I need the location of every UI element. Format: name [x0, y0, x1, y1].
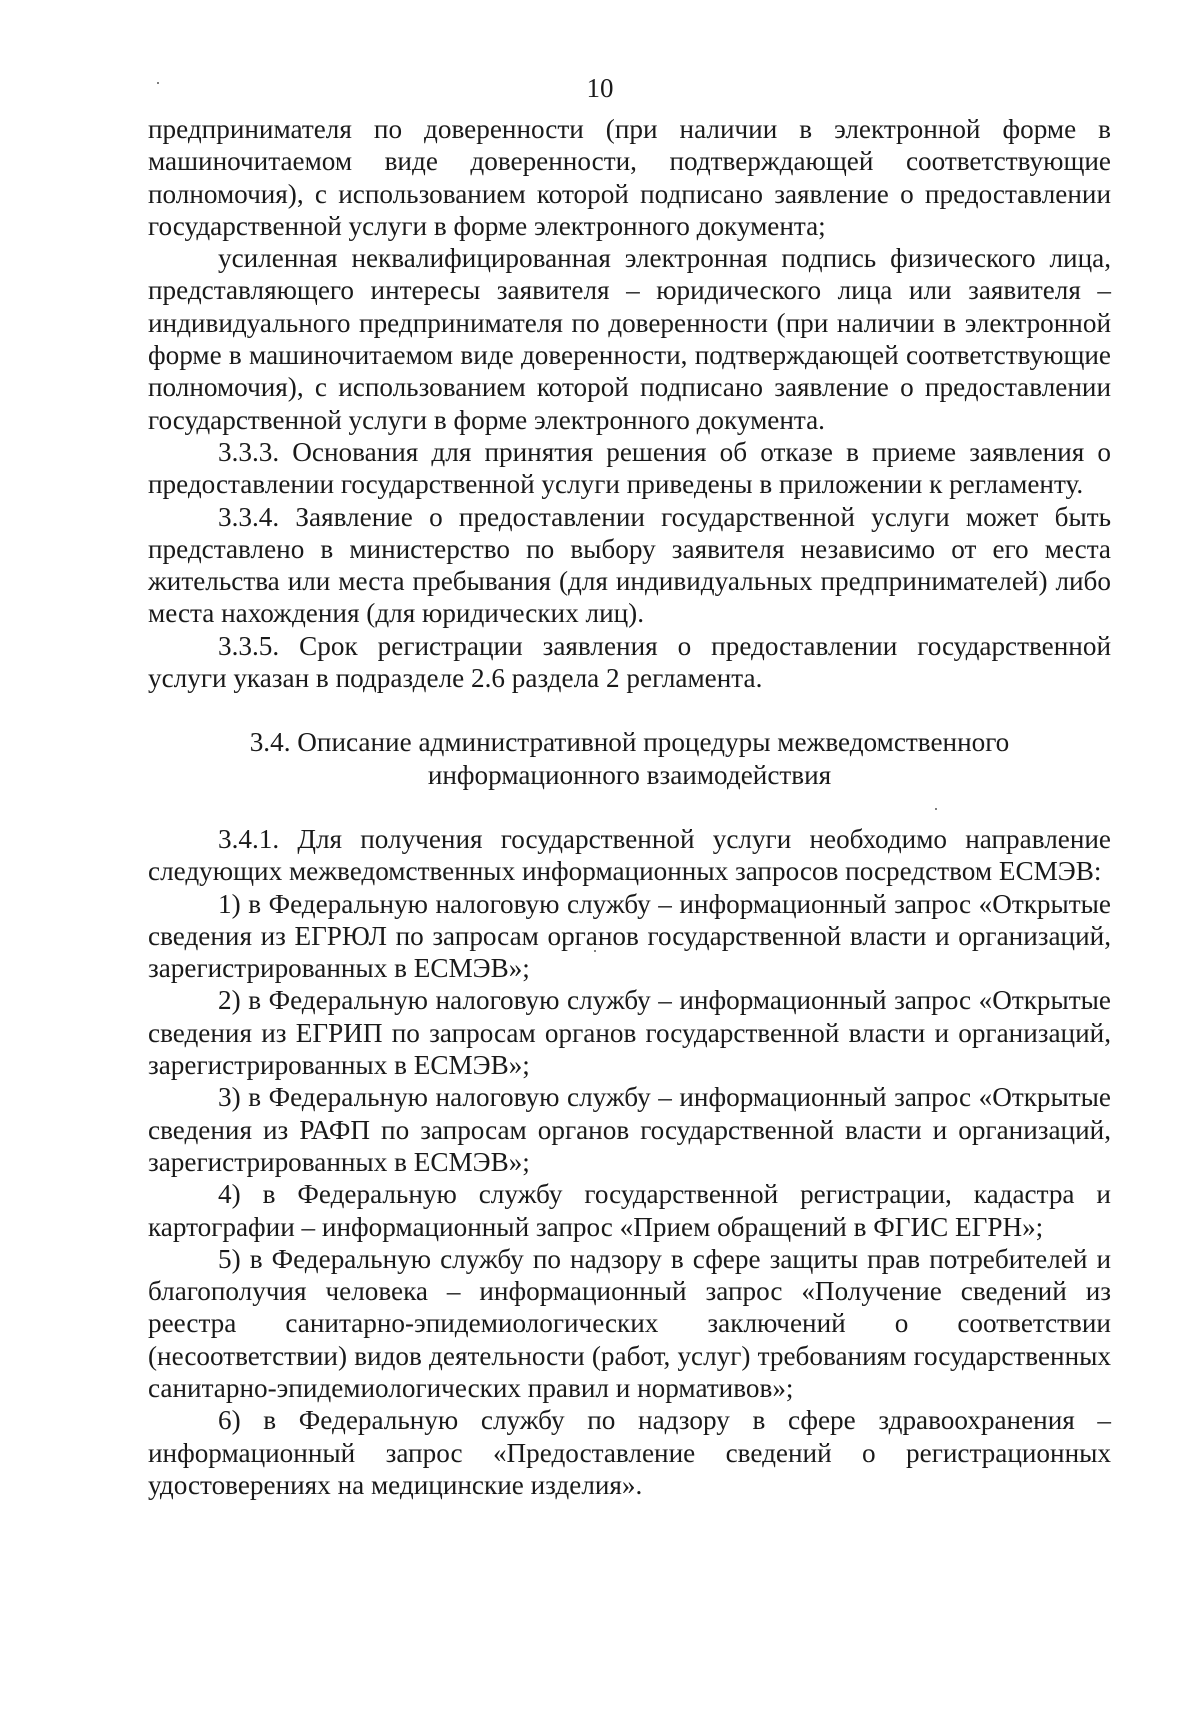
list-item: 2) в Федеральную налоговую службу – информационный запрос «Открытые сведения из ЕГРИП по запросам органов государственной власти и организаций, зарегистрированных в ЕСМЭВ»; — [148, 985, 1111, 1081]
paragraph: 3.3.3. Основания для принятия решения об отказе в приеме заявления о предоставлении государственной услуги приведены в приложении к регламенту. — [148, 436, 1111, 500]
paragraph: 3.3.4. Заявление о предоставлении государственной услуги может быть представлено в министерство по выбору заявителя независимо от его места жительства или места пребывания (для индивидуальных предпринимателей) либо места нахождения (для юридических лиц). — [148, 501, 1111, 629]
document-body — [148, 113, 1111, 1501]
paragraph: усиленная неквалифицированная электронная подпись физического лица, представляющего интересы заявителя – юридического лица или заявителя – индивидуального предпринимателя по доверенности (при наличии в электронной форме в машиночитаемом виде доверенности, подтверждающей соответствующие полномочия), с использованием которой подписано заявление о предоставлении государственной услуги в форме электронного документа. — [148, 243, 1111, 435]
paragraph: 3.4.1. Для получения государственной услуги необходимо направление следующих межведомственных информационных запросов посредством ЕСМЭВ: — [148, 823, 1111, 887]
page-number: 10 — [586, 73, 614, 103]
list-item: 5) в Федеральную службу по надзору в сфере защиты прав потребителей и благополучия человека – информационный запрос «Получение сведений из реестра санитарно-эпидемиологических заключений о соответствии (несоответствии) видов деятельности (работ, услуг) требованиям государственных санитарно-эпидемиологических правил и нормативов»; — [148, 1243, 1111, 1403]
list-item: 1) в Федеральную налоговую службу – информационный запрос «Открытые сведения из ЕГРЮЛ по запросам органов государственной власти и организаций, зарегистрированных в ЕСМЭВ»; — [148, 888, 1111, 984]
list-item: 6) в Федеральную службу по надзору в сфере здравоохранения – информационный запрос «Предоставление сведений о регистрационных удостоверениях на медицинские изделия». — [148, 1405, 1111, 1500]
section-heading-line: информационного взаимодействия — [427, 759, 832, 790]
paragraph: 3.3.5. Срок регистрации заявления о предоставлении государственной услуги указан в подразделе 2.6 раздела 2 регламента. — [148, 630, 1111, 694]
section-heading-line: 3.4. Описание административной процедуры межведомственного — [249, 727, 1010, 758]
paragraph: предпринимателя по доверенности (при наличии в электронной форме в машиночитаемом виде доверенности, подтверждающей соответствующие полномочия), с использованием которой подписано заявление о предоставлении государственной услуги в форме электронного документа; — [148, 114, 1111, 241]
list-item: 3) в Федеральную налоговую службу – информационный запрос «Открытые сведения из РАФП по запросам органов государственной власти и организаций, зарегистрированных в ЕСМЭВ»; — [148, 1082, 1111, 1177]
list-item: 4) в Федеральную службу государственной регистрации, кадастра и картографии – информационный запрос «Прием обращений в ФГИС ЕГРН»; — [148, 1179, 1111, 1242]
section-heading — [148, 726, 1111, 791]
